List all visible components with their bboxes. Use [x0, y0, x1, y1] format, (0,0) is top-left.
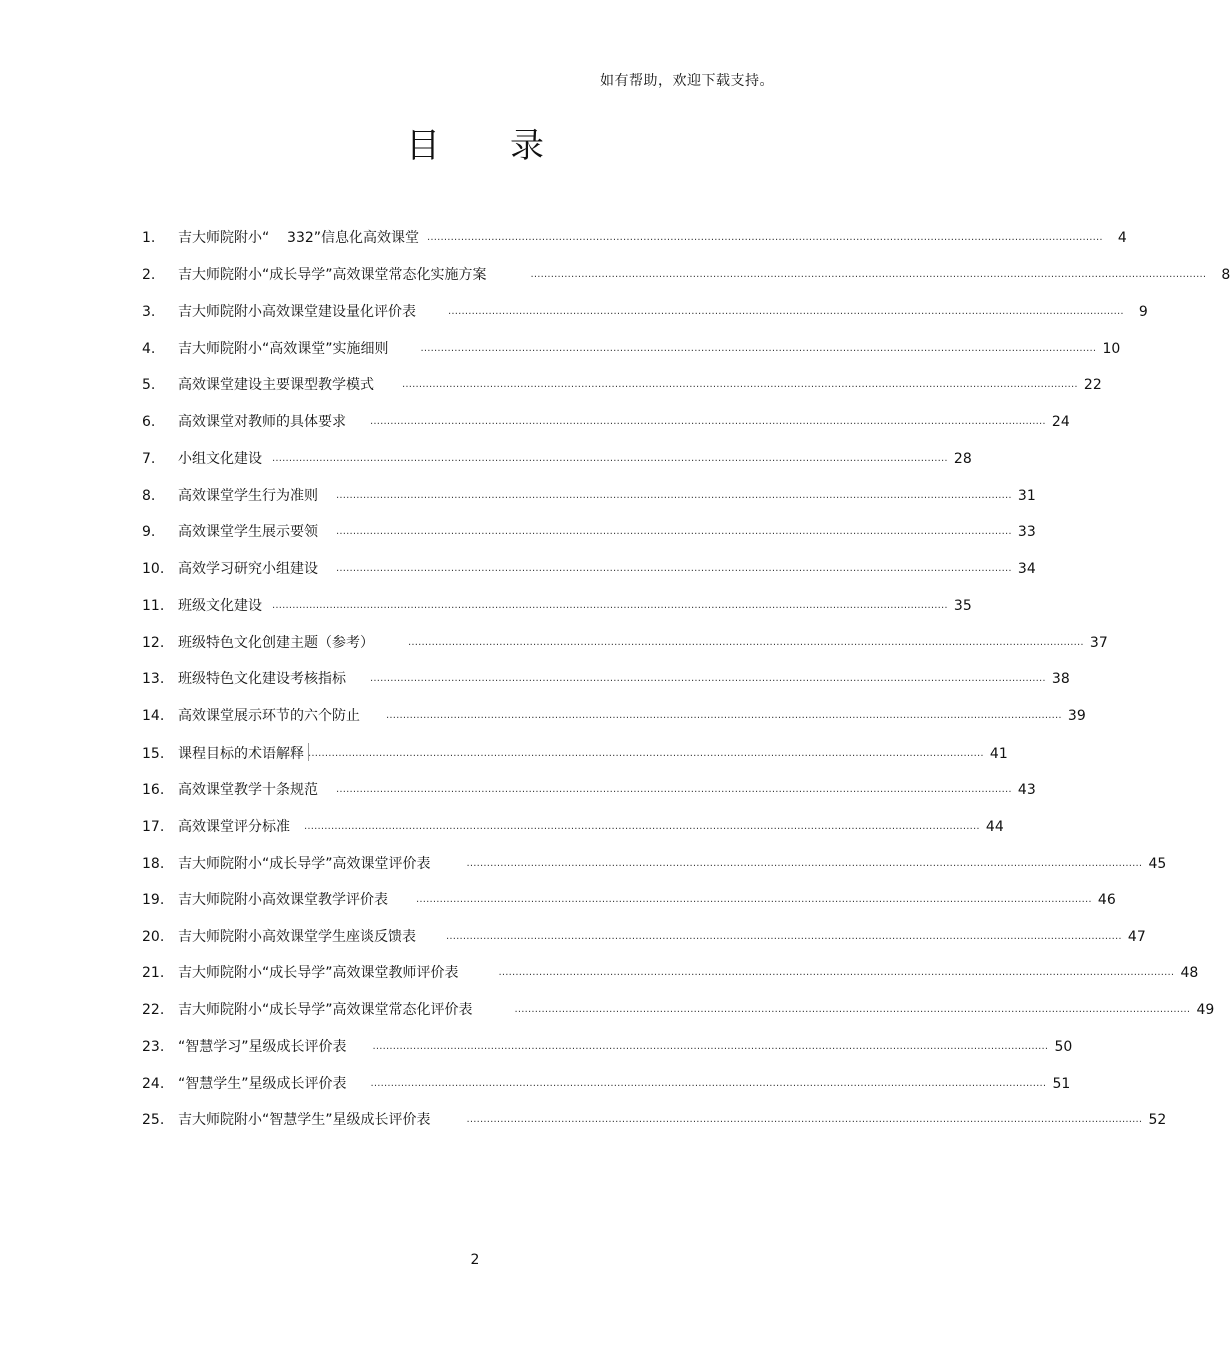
- toc-entry-number: 5.: [142, 377, 156, 393]
- toc-entry-number: 14.: [142, 708, 165, 724]
- toc-entry[interactable]: [142, 449, 972, 469]
- toc-entry-number: 19.: [142, 892, 165, 908]
- toc-entry-label: 吉大师院附小“ 332”信息化高效课堂: [178, 230, 420, 246]
- toc-entry-number: 9.: [142, 524, 156, 540]
- toc-entry-number: 8.: [142, 488, 156, 504]
- toc-entry-number: 1.: [142, 230, 156, 246]
- toc-entry-label: 吉大师院附小高效课堂教学评价表: [178, 892, 388, 908]
- toc-entry[interactable]: [142, 486, 1036, 506]
- toc-entry-leader-dots: ........................................................................................................................................................................................................: [530, 269, 1207, 280]
- toc-entry-page: 22: [1083, 377, 1102, 393]
- toc-entry[interactable]: [142, 963, 1199, 983]
- toc-entry[interactable]: [142, 596, 972, 616]
- toc-entry-page: 37: [1089, 635, 1108, 651]
- toc-entry-page: 41: [989, 746, 1008, 762]
- toc-entry-number: 15.: [142, 746, 165, 762]
- toc-entry-number: 12.: [142, 635, 165, 651]
- toc-entry-leader-dots: ........................................................................................................................................................................................................: [498, 967, 1175, 978]
- toc-entry-page: 49: [1196, 1002, 1215, 1018]
- toc-entry[interactable]: [142, 633, 1108, 653]
- toc-entry-page: 28: [953, 451, 972, 467]
- toc-entry-number: 18.: [142, 856, 165, 872]
- toc-entry[interactable]: [142, 743, 1008, 764]
- toc-entry-page: 33: [1017, 524, 1036, 540]
- toc-entry-number: 7.: [142, 451, 156, 467]
- toc-entry[interactable]: [142, 890, 1116, 910]
- toc-entry-page: 50: [1054, 1039, 1073, 1055]
- toc-entry-leader-dots: ........................................................................................................................................................................................................: [446, 931, 1122, 942]
- toc-entry-page: 43: [1017, 782, 1036, 798]
- toc-entry-leader-dots: ........................................................................................................................................................................................................: [514, 1004, 1191, 1015]
- toc-entry-leader-dots: ........................................................................................................................................................................................................: [408, 637, 1084, 648]
- toc-entry-number: 20.: [142, 929, 165, 945]
- toc-entry-label: 高效课堂建设主要课型教学模式: [178, 377, 374, 393]
- toc-entry-page: 4: [1117, 230, 1127, 246]
- toc-entry-number: 23.: [142, 1039, 165, 1055]
- toc-entry-label: 吉大师院附小“高效课堂”实施细则: [178, 341, 389, 357]
- toc-entry-label: 班级特色文化创建主题（参考）: [178, 635, 374, 651]
- toc-entry-label: 吉大师院附小“成长导学”高效课堂教师评价表: [178, 965, 459, 981]
- toc-entry-label: “智慧学生”星级成长评价表: [178, 1076, 347, 1092]
- page-number: 2: [470, 1252, 480, 1268]
- toc-entry-number: 11.: [142, 598, 165, 614]
- toc-entry[interactable]: [142, 412, 1070, 432]
- toc-entry-page: 38: [1051, 671, 1070, 687]
- toc-entry-leader-dots: ........................................................................................................................................................................................................: [304, 821, 980, 832]
- toc-list: [142, 228, 1230, 1148]
- toc-entry-label: 班级特色文化建设考核指标: [178, 671, 346, 687]
- toc-entry-leader-dots: ........................................................................................................................................................................................................: [336, 526, 1012, 537]
- toc-entry-page: 46: [1097, 892, 1116, 908]
- toc-entry-label: 高效课堂学生展示要领: [178, 524, 318, 540]
- toc-title: 目录: [406, 126, 614, 166]
- toc-entry-number: 21.: [142, 965, 165, 981]
- toc-entry-page: 9: [1138, 304, 1148, 320]
- toc-entry-leader-dots: ........................................................................................................................................................................................................: [448, 306, 1124, 317]
- toc-entry-label: 高效课堂展示环节的六个防止: [178, 708, 360, 724]
- toc-entry-page: 31: [1017, 488, 1036, 504]
- toc-entry-leader-dots: ........................................................................................................................................................................................................: [402, 379, 1078, 390]
- toc-entry-page: 34: [1017, 561, 1036, 577]
- toc-entry-label: 吉大师院附小“智慧学生”星级成长评价表: [178, 1112, 431, 1128]
- toc-entry[interactable]: [142, 302, 1148, 322]
- toc-entry-label: 高效课堂评分标准: [178, 819, 290, 835]
- toc-entry-leader-dots: ........................................................................................................................................................................................................: [336, 563, 1012, 574]
- toc-entry-page: 47: [1127, 929, 1146, 945]
- toc-entry-number: 16.: [142, 782, 165, 798]
- toc-entry-label: 吉大师院附小“成长导学”高效课堂评价表: [178, 856, 431, 872]
- toc-entry-leader-dots: ........................................................................................................................................................................................................: [420, 343, 1097, 354]
- toc-entry-number: 3.: [142, 304, 156, 320]
- toc-entry-number: 13.: [142, 671, 165, 687]
- toc-entry-leader-dots: ........................................................................................................................................................................................................: [466, 858, 1143, 869]
- header-note: 如有帮助，欢迎下载支持。: [600, 73, 774, 89]
- toc-entry-page: 52: [1148, 1112, 1167, 1128]
- toc-entry-number: 4.: [142, 341, 156, 357]
- toc-entry-number: 2.: [142, 267, 156, 283]
- toc-entry-number: 10.: [142, 561, 165, 577]
- toc-entry[interactable]: [142, 1037, 1073, 1057]
- toc-entry[interactable]: [142, 1000, 1215, 1020]
- toc-entry-leader-dots: ........................................................................................................................................................................................................: [370, 1078, 1047, 1089]
- toc-entry[interactable]: [142, 559, 1036, 579]
- toc-entry-page: 39: [1067, 708, 1086, 724]
- toc-entry-label: 高效课堂学生行为准则: [178, 488, 318, 504]
- toc-entry[interactable]: [142, 522, 1036, 542]
- toc-entry-page: 44: [985, 819, 1004, 835]
- toc-entry-label: 吉大师院附小高效课堂建设量化评价表: [178, 304, 416, 320]
- toc-entry-leader-dots: ........................................................................................................................................................................................................: [336, 490, 1012, 501]
- toc-entry-label: “智慧学习”星级成长评价表: [178, 1039, 347, 1055]
- toc-entry-leader-dots: ........................................................................................................................................................................................................: [427, 232, 1103, 243]
- toc-entry[interactable]: [142, 1074, 1071, 1094]
- toc-entry-label: 小组文化建设: [178, 451, 262, 467]
- toc-entry[interactable]: [142, 228, 1127, 248]
- toc-entry-leader-dots: ........................................................................................................................................................................................................: [370, 673, 1046, 684]
- toc-entry-label: 高效课堂教学十条规范: [178, 782, 318, 798]
- toc-entry-leader-dots: ........................................................................................................................................................................................................: [386, 710, 1062, 721]
- toc-entry-page: 45: [1148, 856, 1167, 872]
- toc-entry[interactable]: [142, 927, 1146, 947]
- toc-entry-label: 吉大师院附小“成长导学”高效课堂常态化实施方案: [178, 267, 487, 283]
- toc-entry[interactable]: [142, 706, 1086, 726]
- toc-entry-number: 25.: [142, 1112, 165, 1128]
- toc-entry-label: 高效学习研究小组建设: [178, 561, 318, 577]
- toc-entry-page: 10: [1102, 341, 1121, 357]
- toc-entry[interactable]: [142, 339, 1121, 359]
- toc-entry-label: 课程目标的术语解释: [178, 746, 304, 762]
- toc-entry-leader-dots: ........................................................................................................................................................................................................: [336, 784, 1012, 795]
- toc-entry[interactable]: [142, 1110, 1167, 1130]
- toc-entry[interactable]: [142, 669, 1070, 689]
- toc-entry-leader-dots: ........................................................................................................................................................................................................: [308, 748, 984, 759]
- toc-entry-number: 17.: [142, 819, 165, 835]
- toc-entry-leader-dots: ........................................................................................................................................................................................................: [272, 600, 948, 611]
- toc-entry[interactable]: [142, 780, 1036, 800]
- toc-entry-leader-dots: ........................................................................................................................................................................................................: [466, 1114, 1143, 1125]
- toc-entry-leader-dots: ........................................................................................................................................................................................................: [272, 453, 948, 464]
- toc-entry-label: 班级文化建设: [178, 598, 262, 614]
- toc-entry-page: 48: [1180, 965, 1199, 981]
- toc-entry-leader-dots: ........................................................................................................................................................................................................: [370, 416, 1046, 427]
- toc-entry-page: 8: [1221, 267, 1230, 283]
- toc-entry[interactable]: [142, 265, 1230, 285]
- toc-entry[interactable]: [142, 817, 1004, 837]
- toc-entry-leader-dots: ........................................................................................................................................................................................................: [372, 1041, 1049, 1052]
- toc-entry[interactable]: [142, 375, 1102, 395]
- toc-entry-leader-dots: ........................................................................................................................................................................................................: [416, 894, 1092, 905]
- toc-entry-label: 吉大师院附小“成长导学”高效课堂常态化评价表: [178, 1002, 473, 1018]
- toc-entry-label: 高效课堂对教师的具体要求: [178, 414, 346, 430]
- toc-entry-number: 6.: [142, 414, 156, 430]
- toc-entry[interactable]: [142, 854, 1167, 874]
- toc-entry-number: 22.: [142, 1002, 165, 1018]
- toc-entry-number: 24.: [142, 1076, 165, 1092]
- toc-entry-label: 吉大师院附小高效课堂学生座谈反馈表: [178, 929, 416, 945]
- toc-entry-page: 35: [953, 598, 972, 614]
- toc-entry-page: 51: [1052, 1076, 1071, 1092]
- toc-entry-page: 24: [1051, 414, 1070, 430]
